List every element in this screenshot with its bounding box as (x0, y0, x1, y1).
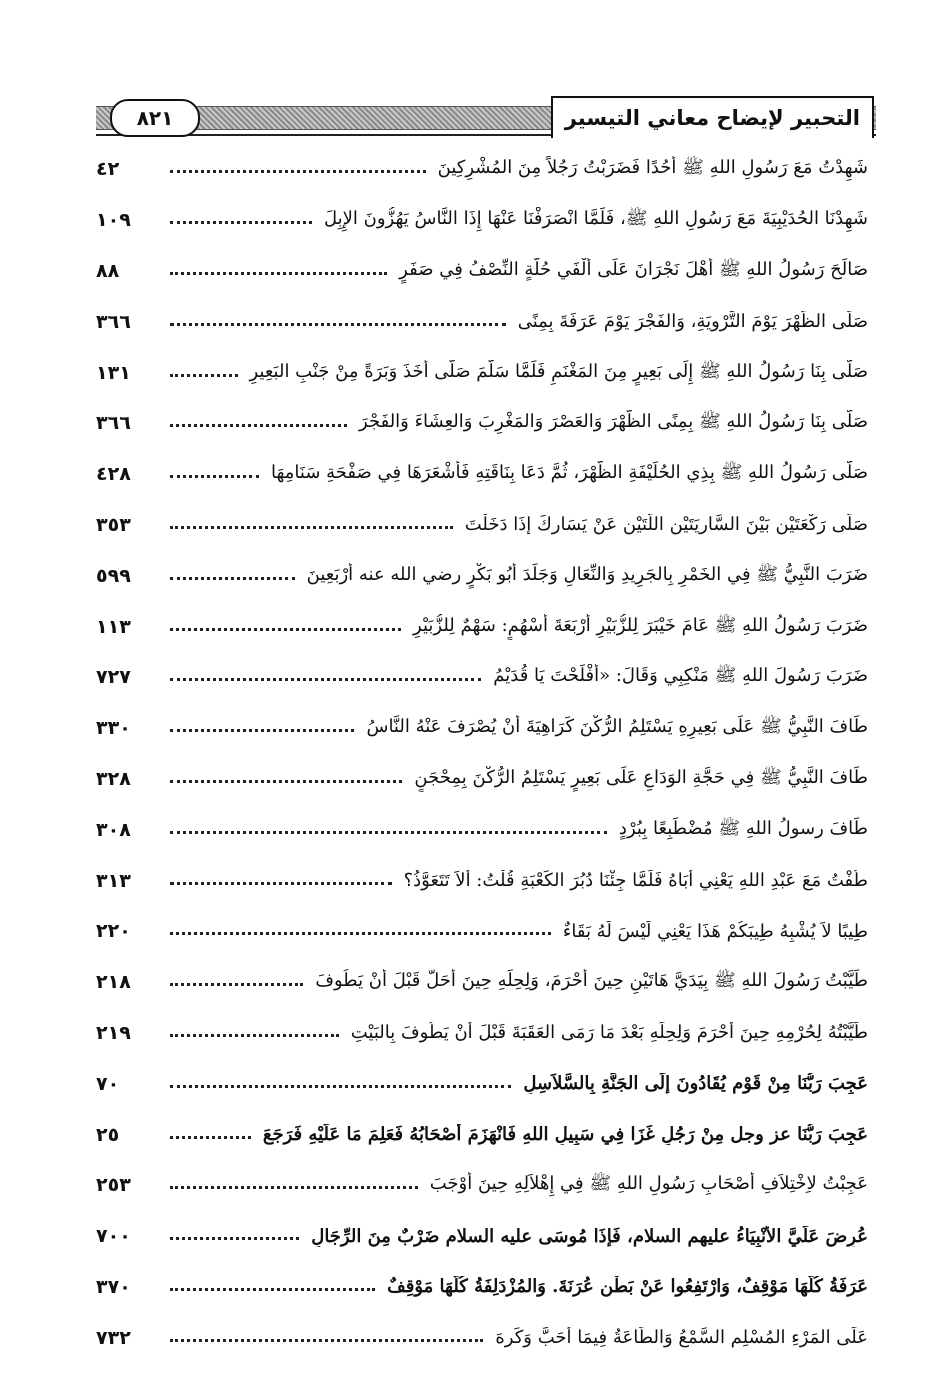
hadith-opening-text: ضَرَبَ النَّبِيُّ ﷺ فِي الخَمْرِ بِالجَرِيدِ وَالنِّعَالِ وَجَلَدَ أَبُو بَكْرٍ رضي الله عنه أَرْبَعِينَ (306, 563, 868, 585)
dot-leader (170, 423, 347, 427)
dot-leader (170, 779, 402, 783)
dot-leader (170, 1185, 418, 1189)
dot-leader (170, 677, 481, 681)
dot-leader (170, 1236, 299, 1240)
hadith-page-number: ٣٣٠ (96, 717, 131, 740)
hadith-page-number: ٢٥ (96, 1123, 120, 1146)
index-row (96, 1160, 868, 1211)
hadith-page-number: ٢١٨ (96, 971, 131, 994)
dot-leader (170, 474, 259, 478)
hadith-page-number: ٤٢ (96, 158, 120, 181)
index-row (96, 703, 868, 754)
index-row (96, 1211, 868, 1262)
dot-leader (170, 1287, 375, 1291)
hadith-opening-text: طَيَّبْتُ رَسُولَ اللهِ ﷺ بِيَدَيَّ هَاتَيْنِ حِينَ أَحْرَمَ، وَلِحِلِّهِ حِينَ أَحَلَّ قَبْلَ أَنْ يَطُوفَ (315, 970, 868, 992)
hadith-page-number: ٧٠٠ (96, 1225, 131, 1248)
index-row (96, 398, 868, 449)
index-row (96, 144, 868, 195)
hadith-page-number: ٥٩٩ (96, 564, 131, 587)
hadith-page-number: ٤٢٨ (96, 463, 131, 486)
hadith-page-number: ٨٨ (96, 259, 120, 282)
index-row (96, 1262, 868, 1313)
dot-leader (170, 322, 506, 326)
hadith-page-number: ٧٣٢ (96, 1326, 131, 1349)
hadith-page-number: ٣٢٨ (96, 767, 131, 790)
dot-leader (170, 881, 392, 885)
index-row (96, 1058, 868, 1109)
dot-leader (170, 576, 295, 580)
index-row (96, 804, 868, 855)
hadith-opening-text: طُفْتُ مَعَ عَبْدِ اللهِ يَعْنِي أَبَاهُ فَلَمَّا جِئْنَا دُبُرَ الكَعْبَةِ قُلْتُ: أَلاَ تَتَعَوَّذُ؟ (403, 870, 868, 892)
index-row (96, 195, 868, 246)
index-row (96, 296, 868, 347)
index-row (96, 855, 868, 906)
index-row (96, 601, 868, 652)
dot-leader (170, 1084, 511, 1088)
dot-leader (170, 982, 303, 986)
hadith-opening-text: صَلَّى بِنَا رَسُولُ اللهِ ﷺ بِمِنًى الظُّهْرَ وَالعَصْرَ وَالمَغْرِبَ وَالعِشَاءَ وَالفَجْرَ (359, 411, 868, 433)
hadith-page-number: ٣٠٨ (96, 818, 131, 841)
hadith-opening-text: طَيَّبْتُهُ لِحُرْمِهِ حِينَ أَحْرَمَ وَلِحِلِّهِ بَعْدَ مَا رَمَى العَقَبَةَ قَبْلَ أَنْ يَطُوفَ بِالبَيْتِ (350, 1022, 868, 1044)
hadith-opening-text: عَجِبَ رَبُّنَا مِنْ قَوْمٍ يُقَادُونَ إِلَى الجَنَّةِ بِالسَّلاَسِلِ (523, 1073, 868, 1095)
hadith-page-number: ١٠٩ (96, 209, 131, 232)
index-row (96, 449, 868, 500)
hadith-opening-text: شَهِدْتُ مَعَ رَسُولِ اللهِ ﷺ أُحُدًا فَضَرَبْتُ رَجُلاً مِنَ المُشْرِكِينَ (437, 157, 868, 179)
hadith-opening-text: عَلَى المَرْءِ المُسْلِمِ السَّمْعُ وَالطَّاعَةُ فِيمَا أَحَبَّ وَكَرِهَ (495, 1327, 868, 1349)
dot-leader (170, 271, 387, 275)
index-row (96, 754, 868, 805)
dot-leader (170, 169, 426, 173)
hadith-page-number: ٣٦٦ (96, 310, 131, 333)
dot-leader (170, 1338, 483, 1342)
hadith-opening-text: طِيبًا لاَ يُشْبِهُ طِيبَكُمْ هَذَا يَعْنِي لَيْسَ لَهُ بَقَاءٌ (562, 920, 868, 942)
dot-leader (170, 220, 312, 224)
hadith-opening-text: صَلَّى رَسُولُ اللهِ ﷺ بِذِي الحُلَيْفَةِ الظُّهْرَ، ثُمَّ دَعَا بِنَاقَتِهِ فَأَشْعَرَهَا فِي صَفْحَةِ سَنَامِهَا (271, 462, 868, 484)
hadith-opening-text: صَلَّى رَكْعَتَيْنِ بَيْنَ السَّارِيَتَيْنِ اللَّتَيْنِ عَنْ يَسَارِكَ إِذَا دَخَلْتَ (464, 514, 868, 536)
dot-leader (170, 1135, 251, 1139)
dot-leader (170, 525, 453, 529)
hadith-page-number: ٧٠ (96, 1072, 120, 1095)
index-row (96, 1312, 868, 1363)
hadith-page-number: ١٣١ (96, 361, 131, 384)
hadith-page-number: ٢٥٣ (96, 1174, 131, 1197)
hadith-page-number: ٣٦٦ (96, 412, 131, 435)
hadith-page-number: ٧٢٧ (96, 666, 131, 689)
dot-leader (170, 1033, 339, 1037)
hadith-opening-text: صَلَّى بِنَا رَسُولُ اللهِ ﷺ إِلَى بَعِيرٍ مِنَ المَغْنَمِ فَلَمَّا سَلَّمَ صَلَّى أَخَذَ وَبَرَةً مِنْ جَنْبِ البَعِيرِ (249, 360, 868, 382)
hadith-opening-text: طَافَ رسولُ اللهِ ﷺ مُضْطَبِعًا بِبُرْدٍ (618, 817, 868, 839)
page-number: ٨٢١ (110, 99, 200, 137)
hadith-page-number: ٣٥٣ (96, 513, 131, 536)
page-header (96, 98, 876, 138)
hadith-page-number: ٣٧٠ (96, 1275, 131, 1298)
hadith-page-number: ١١٣ (96, 615, 131, 638)
hadith-opening-text: ضَرَبَ رَسُولَ اللهِ ﷺ مَنْكِبِي وَقَالَ: «أَفْلَحْتَ يَا قُدَيْمُ (493, 665, 868, 687)
book-title: التحبير لإيضاح معاني التيسير (551, 96, 874, 138)
index-row (96, 957, 868, 1008)
index-row (96, 1109, 868, 1160)
hadith-opening-text: شَهِدْنَا الحُدَيْبِيَةَ مَعَ رَسُولِ اللهِ ﷺ، فَلَمَّا انْصَرَفْنَا عَنْهَا إِذَا النَّاسُ يَهُزُّونَ الإِبِلَ (323, 208, 868, 230)
hadith-page-number: ٢١٩ (96, 1021, 131, 1044)
index-row (96, 347, 868, 398)
hadith-opening-text: صَالَحَ رَسُولُ اللهِ ﷺ أَهْلَ نَجْرَانَ عَلَى أَلْفَي حُلَّةٍ النِّصْفُ فِي صَفَرٍ (399, 258, 868, 280)
dot-leader (170, 728, 354, 732)
hadith-index-list (96, 144, 868, 1363)
index-row (96, 906, 868, 957)
hadith-opening-text: طَافَ النَّبِيُّ ﷺ فِي حَجَّةِ الوَدَاعِ عَلَى بَعِيرٍ يَسْتَلِمُ الرُّكْنَ بِمِحْجَنٍ (414, 766, 868, 788)
hadith-opening-text: ضَرَبَ رَسُولُ اللهِ ﷺ عَامَ خَيْبَرَ لِلزُّبَيْرِ أَرْبَعَةَ أَسْهُمٍ: سَهْمٌ لِلزُّبَيْرِ (413, 614, 868, 636)
index-row (96, 246, 868, 297)
hadith-opening-text: عَجِبَ رَبُّنَا عز وجل مِنْ رَجُلٍ غَزَا فِي سَبِيلِ اللهِ فَانْهَزَمَ أَصْحَابُهُ فَعَلِمَ مَا عَلَيْهِ فَرَجَعَ (262, 1124, 868, 1146)
dot-leader (170, 373, 238, 377)
dot-leader (170, 830, 607, 834)
hadith-opening-text: عَجِبْتُ لاِخْتِلاَفِ أَصْحَابِ رَسُولِ اللهِ ﷺ فِي إِهْلاَلِهِ حِينَ أَوْجَبَ (429, 1173, 868, 1195)
hadith-opening-text: صَلَّى الظُّهْرَ يَوْمَ التَّرْوِيَةِ، وَالفَجْرَ يَوْمَ عَرَفَةَ بِمِنًى (517, 311, 868, 333)
dot-leader (170, 931, 551, 935)
index-row (96, 1008, 868, 1059)
hadith-page-number: ٢٢٠ (96, 920, 131, 943)
index-row (96, 550, 868, 601)
hadith-opening-text: عُرِضَ عَلَيَّ الأَنْبِيَاءُ عليهم السلام، فَإِذَا مُوسَى عليه السلام ضَرْبٌ مِنَ الرِّجَالِ (311, 1225, 868, 1247)
hadith-page-number: ٣١٣ (96, 869, 131, 892)
dot-leader (170, 627, 401, 631)
hadith-opening-text: طَافَ النَّبِيُّ ﷺ عَلَى بَعِيرِهِ يَسْتَلِمُ الرُّكْنَ كَرَاهِيَةَ أَنْ يُصْرَفَ عَنْهُ النَّاسُ (366, 716, 868, 738)
hadith-opening-text: عَرَفَةُ كُلُّهَا مَوْقِفٌ، وَارْتَفِعُوا عَنْ بَطْنِ عُرَنَةَ. وَالمُزْدَلِفَةُ كُلُّهَا مَوْقِفٌ (387, 1276, 868, 1298)
index-row (96, 500, 868, 551)
index-row (96, 652, 868, 703)
